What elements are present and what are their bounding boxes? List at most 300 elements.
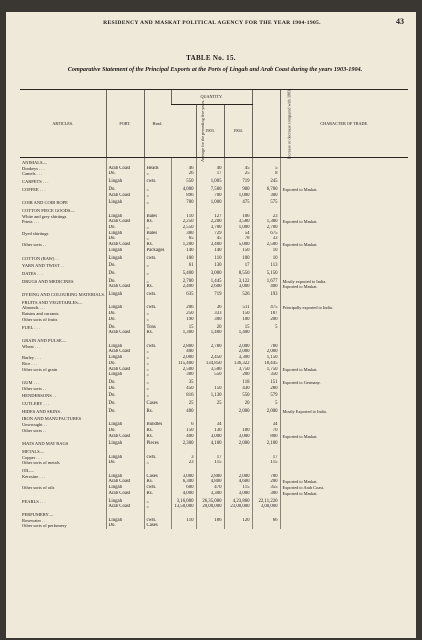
row-article: YARN AND TWIST . . bbox=[22, 263, 65, 269]
row-average: 110 bbox=[171, 214, 196, 220]
row-head: cwts. bbox=[144, 455, 171, 461]
row-1903: 4,100 bbox=[196, 439, 224, 447]
row-1903: 3,700 bbox=[196, 225, 224, 231]
row-article: Other sorts of fruits bbox=[22, 316, 58, 322]
row-port: Lingah bbox=[106, 372, 144, 378]
row-1903: 729 bbox=[196, 231, 224, 237]
row-article: Other sorts of metals bbox=[22, 460, 60, 466]
row-article: Rice . . . bbox=[22, 360, 37, 366]
col-inc-dec: Increase or decrease compared with 1903. bbox=[252, 90, 280, 158]
row-article: CUTLERY . . . bbox=[22, 401, 50, 407]
row-port: Lingah bbox=[106, 254, 144, 262]
row-article: Barley . . . bbox=[22, 355, 41, 361]
row-1903 bbox=[196, 298, 224, 306]
row-1904: 3,000 bbox=[224, 491, 252, 497]
row-average: 380 bbox=[171, 231, 196, 237]
row-average bbox=[171, 510, 196, 518]
row-1903: 134,850 bbox=[196, 361, 224, 367]
row-article: COTTON PIECE GOODS— bbox=[22, 207, 75, 213]
row-1903: 1,005 bbox=[196, 177, 224, 185]
row-inc-dec: 34 bbox=[252, 422, 280, 428]
row-average: 25 bbox=[171, 399, 196, 407]
table-row bbox=[20, 323, 408, 331]
row-1903: 110 bbox=[196, 254, 224, 262]
row-1903: 3,000 bbox=[196, 434, 224, 440]
col-quantity: QUANTITY. bbox=[171, 90, 252, 105]
row-port: Do. bbox=[106, 311, 144, 317]
row-1903: 45 bbox=[196, 236, 224, 242]
row-inc-dec: 115 bbox=[252, 460, 280, 466]
row-article: COTTON (RAW) . . bbox=[22, 255, 59, 261]
row-inc-dec: 350 bbox=[252, 372, 280, 378]
row-inc-dec: 300 bbox=[252, 491, 280, 497]
row-average: 300 bbox=[171, 372, 196, 378]
row-1904: 54 bbox=[224, 231, 252, 237]
row-port: Lingah bbox=[106, 485, 144, 491]
row-head: „ bbox=[144, 261, 171, 269]
row-1903 bbox=[196, 523, 224, 529]
row-average: 2,000 bbox=[171, 355, 196, 361]
row-article: Rosewater . . bbox=[22, 517, 46, 523]
row-inc-dec: 2,700 bbox=[252, 225, 280, 231]
row-average: 896 bbox=[171, 193, 196, 199]
row-character: Exported to Maskat. bbox=[280, 219, 408, 225]
row-1904: 78 bbox=[224, 236, 252, 242]
row-head: Rs. bbox=[144, 491, 171, 497]
row-inc-dec: 2,000 bbox=[252, 407, 280, 415]
row-average: 2,800 bbox=[171, 344, 196, 350]
row-inc-dec: 5 bbox=[252, 399, 280, 407]
row-average: 115,400 bbox=[171, 361, 196, 367]
row-inc-dec: 400 bbox=[252, 284, 280, 290]
row-article: CARPETS . . . bbox=[22, 179, 49, 185]
row-average: 35 bbox=[171, 378, 196, 386]
table-row bbox=[20, 407, 408, 415]
row-port: Do. bbox=[106, 386, 144, 392]
row-head bbox=[144, 298, 171, 306]
row-character: Exported to Arab Coast. bbox=[280, 485, 408, 491]
row-head: „ bbox=[144, 277, 171, 285]
row-port: Lingah bbox=[106, 439, 144, 447]
row-character bbox=[280, 158, 408, 166]
row-1904 bbox=[224, 336, 252, 344]
row-article: Other sorts . . bbox=[22, 427, 47, 433]
row-average: 816 bbox=[171, 391, 196, 399]
row-inc-dec: 2,100 bbox=[252, 439, 280, 447]
row-character bbox=[280, 206, 408, 214]
row-port bbox=[106, 206, 144, 214]
table-row bbox=[20, 414, 408, 422]
row-port: Lingah bbox=[106, 198, 144, 206]
row-1904: 118 bbox=[224, 378, 252, 386]
row-inc-dec: 300 bbox=[252, 193, 280, 199]
row-1904 bbox=[224, 466, 252, 474]
row-1903: 470 bbox=[196, 485, 224, 491]
row-1904: 17 bbox=[224, 261, 252, 269]
row-article: Raisins and currants bbox=[22, 311, 59, 317]
row-character bbox=[280, 177, 408, 185]
row-1904: 550 bbox=[224, 391, 252, 399]
row-character: Principally exported to India. bbox=[280, 305, 408, 311]
row-1903: 130 bbox=[196, 428, 224, 434]
row-1903: 1,000 bbox=[196, 198, 224, 206]
row-article: Other sorts . . bbox=[22, 242, 47, 248]
row-character bbox=[280, 447, 408, 455]
row-head bbox=[144, 158, 171, 166]
row-port bbox=[106, 158, 144, 166]
row-head: Bundles bbox=[144, 422, 171, 428]
row-head: Rs. bbox=[144, 330, 171, 336]
col-head: Head. bbox=[144, 90, 171, 158]
row-article: Other sorts . . bbox=[22, 385, 47, 391]
row-average: 26 bbox=[171, 171, 196, 177]
row-head: „ bbox=[144, 361, 171, 367]
row-article: MATS AND MAT BAGS bbox=[22, 441, 69, 447]
table-row bbox=[20, 177, 408, 185]
table-row bbox=[20, 269, 408, 277]
row-article: Other sorts of perfumery bbox=[22, 523, 67, 529]
row-average: 65 bbox=[171, 236, 196, 242]
row-inc-dec: 2,500 bbox=[252, 242, 280, 248]
row-inc-dec: 780 bbox=[252, 344, 280, 350]
row-article: Kerosine . . . bbox=[22, 473, 45, 479]
row-inc-dec bbox=[252, 523, 280, 529]
row-average: 700 bbox=[171, 198, 196, 206]
row-1904 bbox=[224, 298, 252, 306]
table-row bbox=[20, 198, 408, 206]
row-average: 550 bbox=[171, 177, 196, 185]
row-1903: 719 bbox=[196, 290, 224, 298]
row-1903: 127 bbox=[196, 214, 224, 220]
row-inc-dec: 475 bbox=[252, 305, 280, 311]
table-row bbox=[20, 466, 408, 474]
row-1903 bbox=[196, 336, 224, 344]
row-1904: 900 bbox=[224, 185, 252, 193]
row-inc-dec: 575 bbox=[252, 198, 280, 206]
row-port: Lingah bbox=[106, 177, 144, 185]
row-average: 15 bbox=[171, 323, 196, 331]
row-article: Copper . . . bbox=[22, 454, 42, 460]
row-character bbox=[280, 254, 408, 262]
row-character bbox=[280, 261, 408, 269]
row-average: 100 bbox=[171, 254, 196, 262]
row-article: Other sorts of oils bbox=[22, 485, 55, 491]
row-1903: 550 bbox=[196, 372, 224, 378]
row-port: Do. bbox=[106, 236, 144, 242]
row-port: Lingah bbox=[106, 497, 144, 505]
row-head: „ bbox=[144, 460, 171, 466]
row-inc-dec: 800 bbox=[252, 434, 280, 440]
row-average: 1,300 bbox=[171, 330, 196, 336]
row-1904: 100 bbox=[224, 254, 252, 262]
row-1904: 2,000 bbox=[224, 407, 252, 415]
row-inc-dec: 1,150 bbox=[252, 355, 280, 361]
row-1903: 150 bbox=[196, 386, 224, 392]
row-head: „ bbox=[144, 386, 171, 392]
table-row bbox=[20, 206, 408, 214]
row-inc-dec: 8 bbox=[252, 171, 280, 177]
row-1904: 719 bbox=[224, 177, 252, 185]
row-1904 bbox=[224, 523, 252, 529]
row-character bbox=[280, 198, 408, 206]
row-inc-dec: 2,000 bbox=[252, 349, 280, 355]
row-port: Do. bbox=[106, 399, 144, 407]
row-inc-dec: 5 bbox=[252, 166, 280, 172]
row-character bbox=[280, 298, 408, 306]
row-inc-dec: 200 bbox=[252, 479, 280, 485]
row-article: DATES . . . bbox=[22, 270, 43, 276]
row-article: Dyed shirtings bbox=[22, 230, 49, 236]
table-body bbox=[20, 158, 408, 530]
table-row bbox=[20, 298, 408, 306]
row-1904: 1,000 bbox=[224, 193, 252, 199]
row-character: Exported to Maskat. bbox=[280, 242, 408, 248]
table-number: TABLE No. 15. bbox=[186, 54, 236, 62]
row-average: 2,700 bbox=[171, 277, 196, 285]
row-1904: 2,000 bbox=[224, 439, 252, 447]
row-character bbox=[280, 399, 408, 407]
table-row bbox=[20, 510, 408, 518]
row-1903: 3,300 bbox=[196, 491, 224, 497]
row-port: Do. bbox=[106, 523, 144, 529]
row-average: 1,200 bbox=[171, 242, 196, 248]
row-head: cwts. bbox=[144, 177, 171, 185]
row-1904: 150 bbox=[224, 311, 252, 317]
row-1904: 3,580 bbox=[224, 219, 252, 225]
row-1904: 100 bbox=[224, 317, 252, 323]
row-article: PEARLS . . . bbox=[22, 498, 46, 504]
row-article: HENDERSONS . . bbox=[22, 393, 57, 399]
row-average: 110 bbox=[171, 518, 196, 524]
row-head: „ bbox=[144, 236, 171, 242]
row-head: „ bbox=[144, 198, 171, 206]
row-average: 5,400 bbox=[171, 269, 196, 277]
row-character bbox=[280, 323, 408, 331]
row-average: 140 bbox=[171, 248, 196, 254]
row-head bbox=[144, 466, 171, 474]
row-average: 2,400 bbox=[171, 284, 196, 290]
row-port: Do. bbox=[106, 460, 144, 466]
row-average: 4,000 bbox=[171, 185, 196, 193]
row-port bbox=[106, 414, 144, 422]
row-inc-dec: 22,11,220 bbox=[252, 497, 280, 505]
row-average: 6,300 bbox=[171, 479, 196, 485]
row-article: Donkeys . . . bbox=[22, 165, 45, 171]
row-average bbox=[171, 158, 196, 166]
row-average: 635 bbox=[171, 290, 196, 298]
row-1904: 2,000 bbox=[224, 344, 252, 350]
row-1903 bbox=[196, 447, 224, 455]
row-average bbox=[171, 206, 196, 214]
row-1903: 2,600 bbox=[196, 284, 224, 290]
row-1903: 2,780 bbox=[196, 344, 224, 350]
row-head: „ bbox=[144, 185, 171, 193]
row-port: Do. bbox=[106, 225, 144, 231]
row-head: Pieces bbox=[144, 439, 171, 447]
row-article: COIR AND COIR ROPE bbox=[22, 200, 68, 206]
row-1904: 200 bbox=[224, 372, 252, 378]
row-port: Arab Coast bbox=[106, 219, 144, 225]
row-average: 2,300 bbox=[171, 439, 196, 447]
row-port bbox=[106, 298, 144, 306]
row-average bbox=[171, 336, 196, 344]
row-1904: 8,550 bbox=[224, 269, 252, 277]
row-1903: 3,400 bbox=[196, 242, 224, 248]
row-head: cwts. bbox=[144, 290, 171, 298]
row-head: Heads bbox=[144, 166, 171, 172]
row-average: 3,000 bbox=[171, 474, 196, 480]
row-port: Do. bbox=[106, 171, 144, 177]
row-1904: 3,750 bbox=[224, 367, 252, 373]
row-1903: 186 bbox=[196, 518, 224, 524]
row-head: „ bbox=[144, 391, 171, 399]
row-1904: 150 bbox=[224, 248, 252, 254]
row-character bbox=[280, 523, 408, 529]
row-head: „ bbox=[144, 497, 171, 505]
row-inc-dec: 780 bbox=[252, 474, 280, 480]
table-row bbox=[20, 399, 408, 407]
row-port: Do. bbox=[106, 428, 144, 434]
row-article: DYEING AND COLOURING MATERIALS. bbox=[22, 292, 105, 298]
row-1903: 4,800 bbox=[196, 479, 224, 485]
table-row bbox=[20, 447, 408, 455]
row-inc-dec: 1,677 bbox=[252, 277, 280, 285]
row-article: FUEL . . . bbox=[22, 324, 40, 330]
row-head bbox=[144, 336, 171, 344]
row-1904: 526 bbox=[224, 290, 252, 298]
row-inc-dec: 200 bbox=[252, 317, 280, 323]
table-row bbox=[20, 277, 408, 285]
row-article: METALS— bbox=[22, 448, 45, 454]
row-1904: 3,122 bbox=[224, 277, 252, 285]
table-title: Comparative Statement of the Principal Exports at the Ports of Lingah and Arab Coast during the years 1903-1904. bbox=[67, 66, 363, 73]
row-1903: 25 bbox=[196, 399, 224, 407]
row-inc-dec: 280 bbox=[252, 386, 280, 392]
row-port: Lingah bbox=[106, 214, 144, 220]
row-average: 2,500 bbox=[171, 367, 196, 373]
row-character bbox=[280, 466, 408, 474]
row-port: Lingah bbox=[106, 455, 144, 461]
row-inc-dec: 10 bbox=[252, 248, 280, 254]
row-1904: 4,600 bbox=[224, 479, 252, 485]
row-1904 bbox=[224, 510, 252, 518]
row-port: Lingah bbox=[106, 474, 144, 480]
table-row bbox=[20, 254, 408, 262]
row-head: „ bbox=[144, 378, 171, 386]
row-1903: 1,130 bbox=[196, 391, 224, 399]
row-average: 13,50,000 bbox=[171, 504, 196, 510]
row-port: Do. bbox=[106, 277, 144, 285]
row-average bbox=[171, 414, 196, 422]
row-port: Do. bbox=[106, 185, 144, 193]
row-inc-dec bbox=[252, 447, 280, 455]
row-1903: 17 bbox=[196, 455, 224, 461]
row-1903 bbox=[196, 414, 224, 422]
row-head: cwts. bbox=[144, 254, 171, 262]
row-1904: 20 bbox=[224, 399, 252, 407]
row-head: „ bbox=[144, 311, 171, 317]
row-average: 600 bbox=[171, 485, 196, 491]
row-inc-dec bbox=[252, 466, 280, 474]
row-1903: 300 bbox=[196, 317, 224, 323]
row-inc-dec bbox=[252, 298, 280, 306]
row-average: 250 bbox=[171, 311, 196, 317]
row-port: Arab Coast bbox=[106, 434, 144, 440]
row-1904: 3,000 bbox=[224, 434, 252, 440]
row-1904: 475 bbox=[224, 198, 252, 206]
row-head: Packages bbox=[144, 248, 171, 254]
row-average: 61 bbox=[171, 261, 196, 269]
row-1904: 2,000 bbox=[224, 474, 252, 480]
row-port: Do. bbox=[106, 323, 144, 331]
row-1903: 36 bbox=[196, 305, 224, 311]
row-port: Arab Coast bbox=[106, 284, 144, 290]
table-row bbox=[20, 523, 408, 529]
row-port: Do. bbox=[106, 361, 144, 367]
row-1904 bbox=[224, 414, 252, 422]
table-row bbox=[20, 378, 408, 386]
row-average: 3 bbox=[171, 455, 196, 461]
row-average: 400 bbox=[171, 434, 196, 440]
table-row bbox=[20, 497, 408, 505]
row-head: „ bbox=[144, 317, 171, 323]
row-1903: 130 bbox=[196, 261, 224, 269]
row-character bbox=[280, 414, 408, 422]
row-1904: 45 bbox=[224, 166, 252, 172]
row-head: cwts. bbox=[144, 485, 171, 491]
row-article: PERFUMERY— bbox=[22, 511, 54, 517]
row-inc-dec bbox=[252, 158, 280, 166]
row-1903: 333 bbox=[196, 311, 224, 317]
row-article: GUM . . . bbox=[22, 379, 40, 385]
row-port: Lingah bbox=[106, 290, 144, 298]
row-article: Unwrought . . bbox=[22, 422, 47, 428]
row-port: Lingah bbox=[106, 344, 144, 350]
row-port: Arab Coast bbox=[106, 193, 144, 199]
row-1903: 2,880 bbox=[196, 474, 224, 480]
row-1903: 17 bbox=[196, 171, 224, 177]
exports-table bbox=[20, 89, 408, 529]
scanned-page bbox=[6, 12, 416, 638]
row-head bbox=[144, 510, 171, 518]
row-port: Arab Coast bbox=[106, 330, 144, 336]
row-average bbox=[171, 523, 196, 529]
row-head: cwts. bbox=[144, 518, 171, 524]
row-port: Do. bbox=[106, 261, 144, 269]
row-character bbox=[280, 439, 408, 447]
row-1903: 140 bbox=[196, 248, 224, 254]
table-row bbox=[20, 336, 408, 344]
row-head: cwts. bbox=[144, 305, 171, 311]
row-inc-dec: 5,150 bbox=[252, 269, 280, 277]
row-inc-dec: 18,445 bbox=[252, 361, 280, 367]
row-1903: 3,000 bbox=[196, 269, 224, 277]
row-head: Tons bbox=[144, 323, 171, 331]
row-article: COFFEE . . . bbox=[22, 186, 46, 192]
row-article: Camels . . . bbox=[22, 171, 43, 177]
row-inc-dec: 1,380 bbox=[252, 219, 280, 225]
row-inc-dec: 3,00,000 bbox=[252, 504, 280, 510]
row-port: Do. bbox=[106, 378, 144, 386]
row-average: 6 bbox=[171, 422, 196, 428]
row-1903 bbox=[196, 206, 224, 214]
row-head: „ bbox=[144, 225, 171, 231]
table-row bbox=[20, 391, 408, 399]
row-character: Exported to Maskat. bbox=[280, 367, 408, 373]
row-1904: 4,23,860 bbox=[224, 497, 252, 505]
row-character: Exported to Maskat. bbox=[280, 284, 408, 290]
row-1903: 20,00,000 bbox=[196, 504, 224, 510]
